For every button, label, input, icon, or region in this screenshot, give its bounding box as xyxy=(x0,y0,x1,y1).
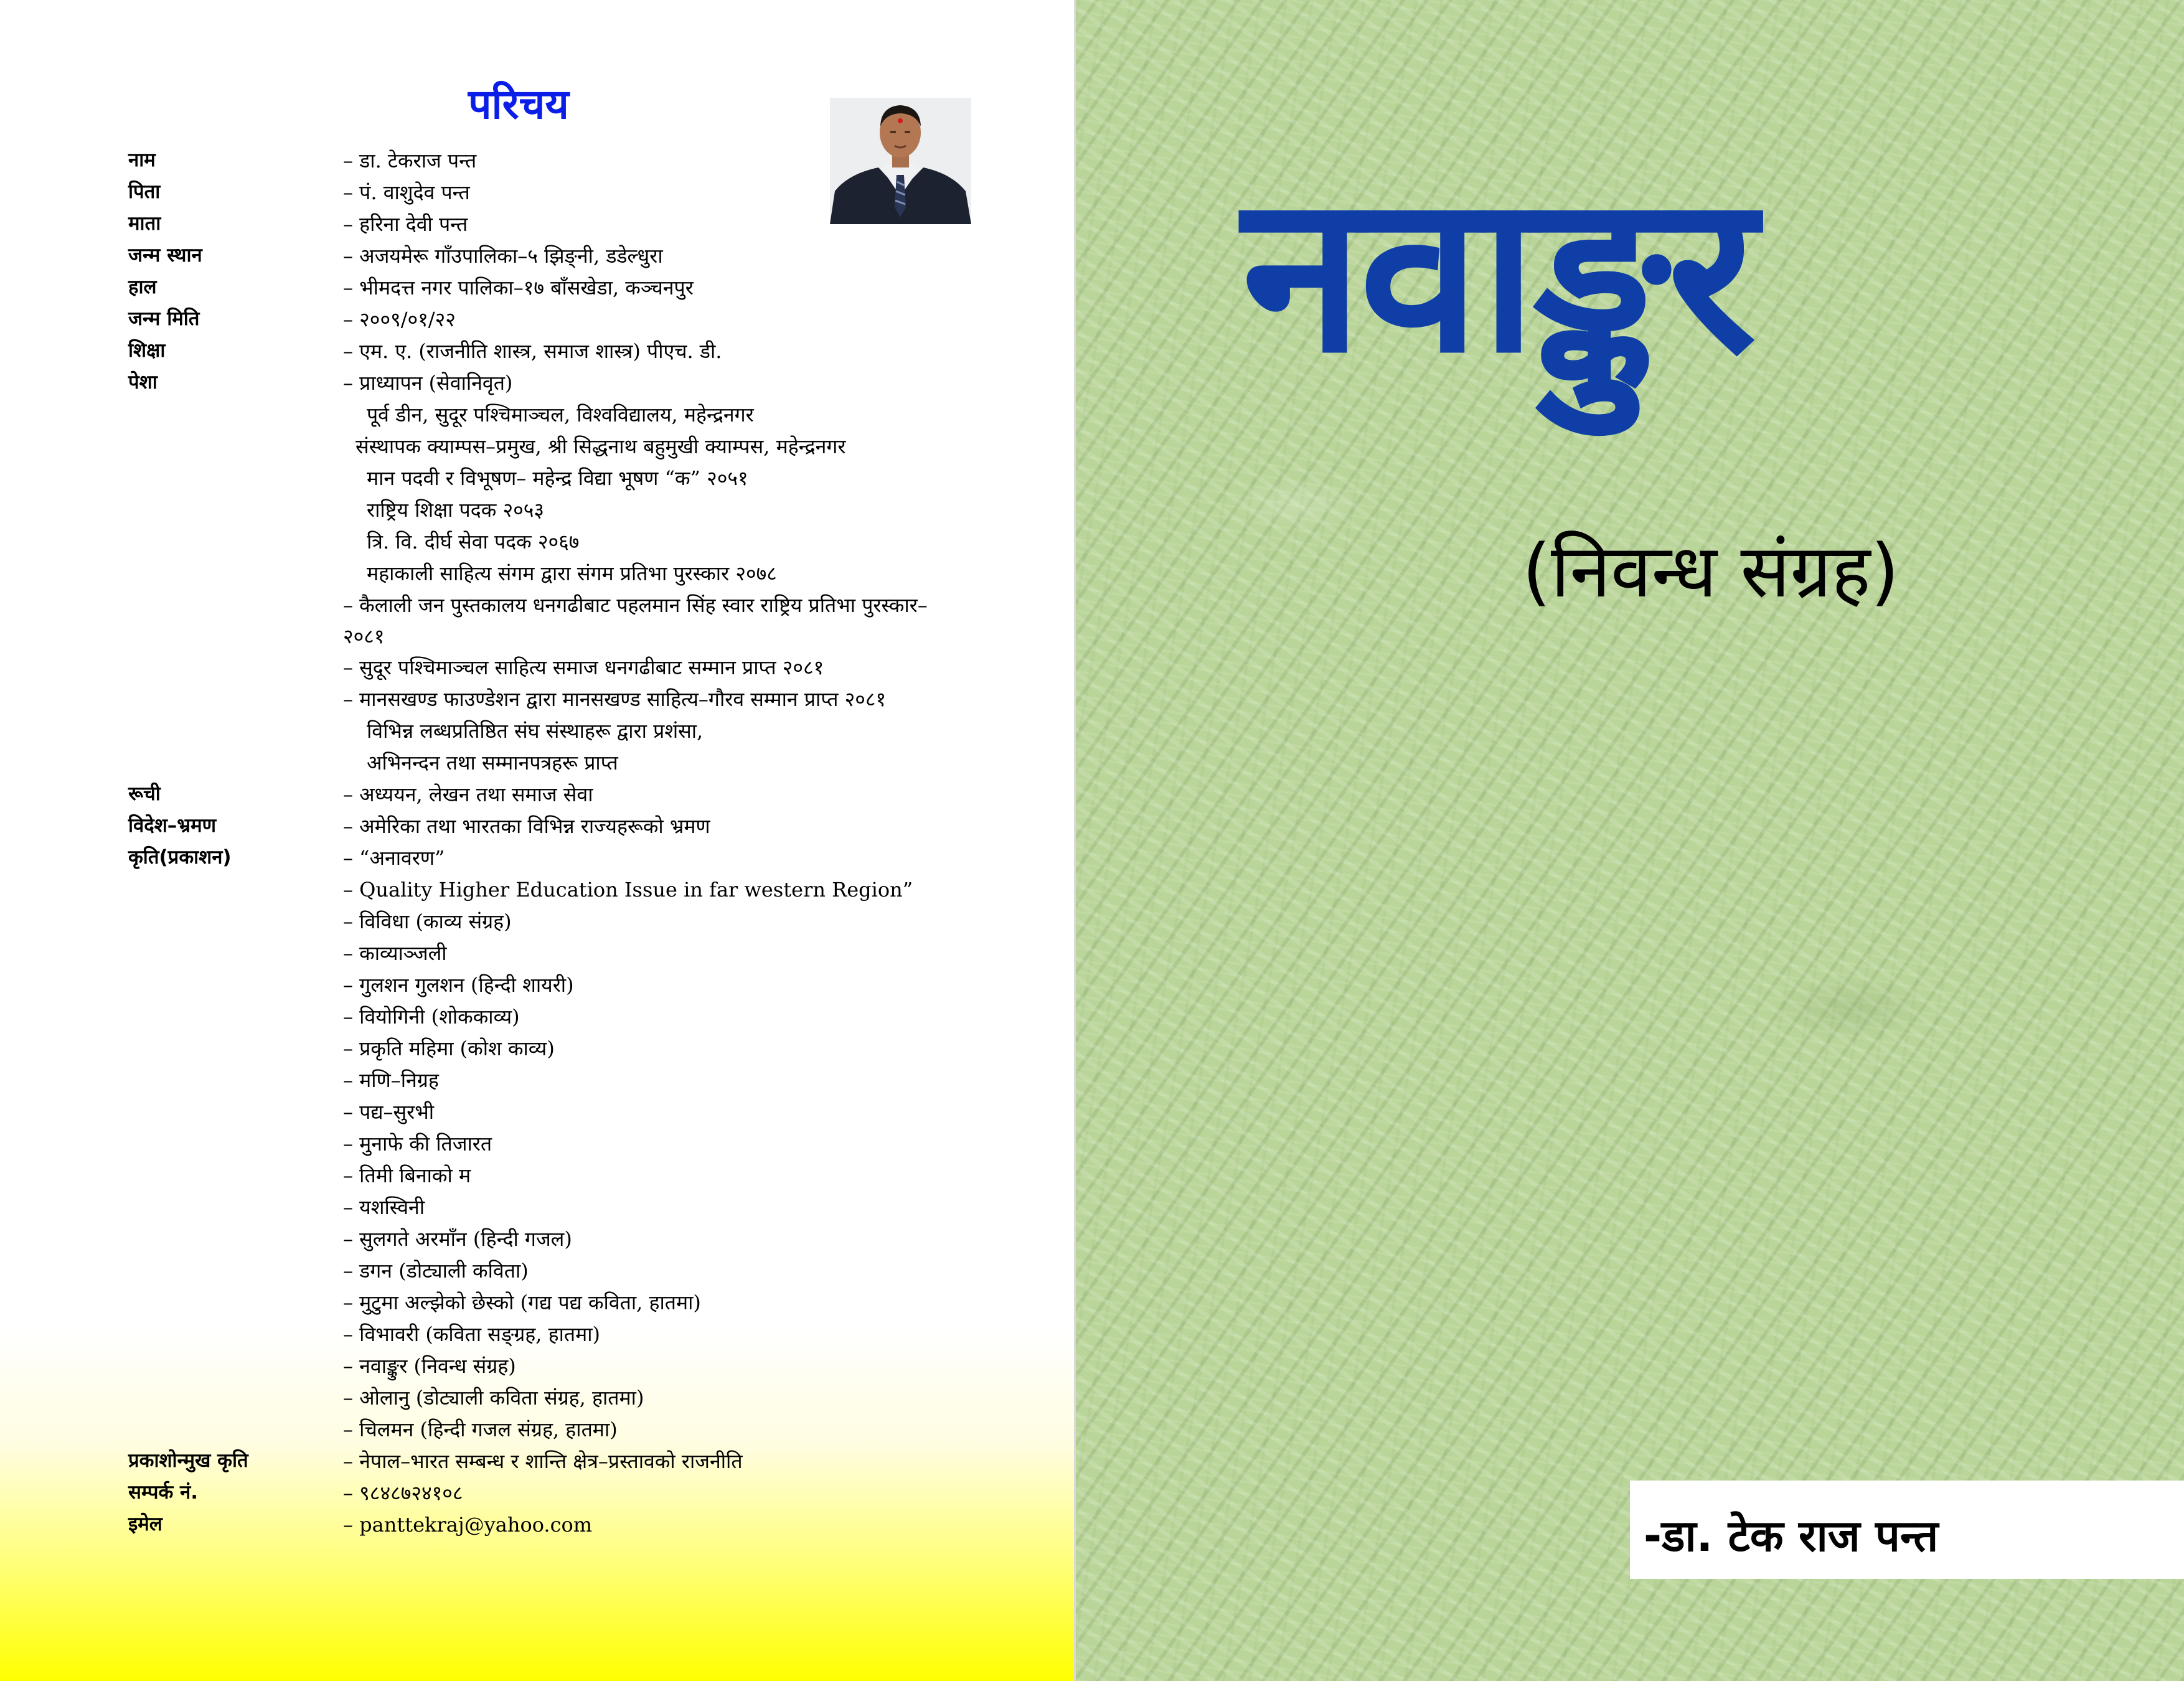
bio-value: – मुनाफे की तिजारत xyxy=(343,1132,492,1156)
bio-row-publication xyxy=(128,1192,975,1223)
bio-row-foreign-travel xyxy=(128,811,975,842)
bio-label: इमेल xyxy=(128,1513,162,1535)
bio-label: विदेश–भ्रमण xyxy=(128,814,217,837)
bio-row-publication xyxy=(128,1319,975,1350)
bio-label: कृति(प्रकाशन) xyxy=(128,846,232,869)
bio-row-award xyxy=(128,652,975,684)
bio-value: त्रि. वि. दीर्घ सेवा पदक २०६७ xyxy=(367,530,580,553)
bio-row-publication xyxy=(128,1128,975,1160)
bio-label: पिता xyxy=(128,181,161,203)
bio-value: संस्थापक क्याम्पस–प्रमुख, श्री सिद्धनाथ बहुमुखी क्याम्पस, महेन्द्रनगर xyxy=(355,435,846,458)
bio-row-forthcoming-work xyxy=(128,1446,975,1477)
bio-row-profession-detail xyxy=(128,399,975,431)
bio-value: – २००९/०१/२२ xyxy=(343,308,456,331)
bio-row-publication xyxy=(128,1001,975,1033)
bio-value: – सुदूर पश्चिमाञ्चल साहित्य समाज धनगढीबाट सम्मान प्राप्त २०८१ xyxy=(343,656,824,679)
author-name-box xyxy=(1630,1481,2184,1579)
bio-row-publication xyxy=(128,1223,975,1255)
bio-row-contact-number xyxy=(128,1477,975,1509)
bio-value: – गुलशन गुलशन (हिन्दी शायरी) xyxy=(343,973,574,997)
bio-value: – विविधा (काव्य संग्रह) xyxy=(343,910,512,933)
bio-row-mother xyxy=(128,209,975,240)
author-name: -डा. टेक राज पन्त xyxy=(1644,1510,1939,1561)
bio-row-publication xyxy=(128,1065,975,1096)
bio-label: सम्पर्क नं. xyxy=(128,1481,199,1504)
bio-row-profession-detail xyxy=(128,558,975,590)
bio-value: – पद्य–सुरभी xyxy=(343,1100,435,1124)
bio-row-award xyxy=(128,684,975,715)
bio-value: – पं. वाशुदेव पन्त xyxy=(343,181,470,204)
bio-value: – अजयमेरू गाँउपालिका–५ झिङ्नी, डडेल्धुरा xyxy=(343,244,663,268)
front-cover xyxy=(1074,0,2184,1681)
bio-value: – कैलाली जन पुस्तकालय धनगढीबाट पहलमान सिंह स्वार राष्ट्रिय प्रतिभा पुरस्कार–२०८१ xyxy=(343,593,928,648)
bio-value: – ओलानु (डोट्याली कविता संग्रह, हातमा) xyxy=(343,1386,644,1410)
bio-value: – नेपाल–भारत सम्बन्ध र शान्ति क्षेत्र–प्रस्तावको राजनीति xyxy=(343,1449,743,1473)
bio-value: – प्रकृति महिमा (कोश काव्य) xyxy=(343,1037,555,1060)
bio-value: – हरिना देवी पन्त xyxy=(343,212,468,236)
bio-value: – एम. ए. (राजनीति शास्त्र, समाज शास्त्र) पीएच. डी. xyxy=(343,339,722,363)
bio-row-email xyxy=(128,1509,975,1541)
bio-value: – विभावरी (कविता सङ्ग्रह, हातमा) xyxy=(343,1322,601,1346)
bio-row-publication xyxy=(128,969,975,1001)
bio-row-profession-detail xyxy=(128,463,975,494)
bio-value: विभिन्न लब्धप्रतिष्ठित संघ संस्थाहरू द्वारा प्रशंसा, xyxy=(367,719,704,743)
bio-label: हाल xyxy=(128,276,157,298)
bio-value: – तिमी बिनाको म xyxy=(343,1164,471,1187)
bio-value: – वियोगिनी (शोककाव्य) xyxy=(343,1005,520,1029)
bio-row-award xyxy=(128,590,975,652)
bio-value: – चिलमन (हिन्दी गजल संग्रह, हातमा) xyxy=(343,1418,618,1441)
bio-row-interest xyxy=(128,779,975,811)
bio-row-publication xyxy=(128,1033,975,1065)
bio-row-birthdate xyxy=(128,304,975,336)
bio-row-publication xyxy=(128,1414,975,1446)
bio-value: – अध्ययन, लेखन तथा समाज सेवा xyxy=(343,783,593,806)
bio-row-publication xyxy=(128,938,975,969)
bio-value: – अमेरिका तथा भारतका विभिन्न राज्यहरूको भ्रमण xyxy=(343,814,710,838)
bio-row-father xyxy=(128,177,975,209)
bio-value: – सुलगते अरमाँन (हिन्दी गजल) xyxy=(343,1227,572,1251)
bio-row-birthplace xyxy=(128,240,975,272)
bio-row-name xyxy=(128,145,975,177)
bio-row-publication xyxy=(128,906,975,938)
bio-value: – डगन (डोट्याली कविता) xyxy=(343,1259,529,1283)
bio-label: शिक्षा xyxy=(128,339,166,362)
bio-label: जन्म मिति xyxy=(128,308,200,330)
bio-row-publication xyxy=(128,1350,975,1382)
bio-value: – “अनावरण” xyxy=(343,846,445,870)
back-cover xyxy=(0,0,1074,1681)
bio-value: महाकाली साहित्य संगम द्वारा संगम प्रतिभा पुरस्कार २०७८ xyxy=(367,562,777,585)
bio-value: मान पदवी र विभूषण– महेन्द्र विद्या भूषण “क” २०५१ xyxy=(367,466,748,490)
bio-row-profession xyxy=(128,367,975,399)
bio-value: – नवाङ्कुर (निवन्ध संग्रह) xyxy=(343,1354,516,1378)
bio-label: प्रकाशोन्मुख कृति xyxy=(128,1449,248,1472)
bio-value: पूर्व डीन, सुदूर पश्चिमाञ्चल, विश्वविद्यालय, महेन्द्रनगर xyxy=(367,403,754,426)
bio-row-publication xyxy=(128,1382,975,1414)
bio-label: जन्म स्थान xyxy=(128,244,202,266)
bio-value: – काव्याञ्जली xyxy=(343,941,447,965)
bio-row-publication xyxy=(128,1287,975,1319)
bio-value: अभिनन्दन तथा सम्मानपत्रहरू प्राप्त xyxy=(367,751,618,775)
bio-row-publication xyxy=(128,1255,975,1287)
bio-label: माता xyxy=(128,212,161,235)
bio-row-profession-detail xyxy=(128,494,975,526)
bio-value: – मुटुमा अल्झेको छेस्को (गद्य पद्य कविता, हातमा) xyxy=(343,1291,701,1314)
book-subtitle: (निवन्ध संग्रह) xyxy=(1522,528,1899,614)
bio-row-publication xyxy=(128,1096,975,1128)
biography-list xyxy=(128,145,975,1541)
bio-row-publications xyxy=(128,842,975,874)
bio-row-current-address xyxy=(128,272,975,304)
intro-heading: परिचय xyxy=(468,80,569,128)
book-title: नवाङ्कुर xyxy=(1242,147,1753,401)
bio-value: – प्राध्यापन (सेवानिवृत) xyxy=(343,371,513,395)
spine-divider xyxy=(1074,0,1076,1681)
bio-value: – डा. टेकराज पन्त xyxy=(343,149,477,172)
bio-value: – मानसखण्ड फाउण्डेशन द्वारा मानसखण्ड साहित्य–गौरव सम्मान प्राप्त २०८१ xyxy=(343,687,887,711)
bio-value: – panttekraj@yahoo.com xyxy=(343,1513,593,1537)
bio-row-profession-detail xyxy=(128,526,975,558)
bio-label: पेशा xyxy=(128,371,158,393)
bio-value: – Quality Higher Education Issue in far western Region” xyxy=(343,878,913,902)
bio-value: – भीमदत्त नगर पालिका–१७ बाँसखेडा, कञ्चनपुर xyxy=(343,276,694,299)
bio-value: – मणि–निग्रह xyxy=(343,1068,439,1092)
bio-row-award xyxy=(128,715,975,747)
bio-label: नाम xyxy=(128,149,156,171)
bio-row-award xyxy=(128,747,975,779)
bio-row-publication xyxy=(128,874,975,906)
bio-row-profession-detail xyxy=(128,431,975,463)
bio-label: रूची xyxy=(128,783,161,805)
bio-value: राष्ट्रिय शिक्षा पदक २०५३ xyxy=(367,498,545,522)
bio-row-publication xyxy=(128,1160,975,1192)
bio-value: – ९८४८७२४१०८ xyxy=(343,1481,463,1505)
bio-value: – यशस्विनी xyxy=(343,1195,425,1219)
bio-row-education xyxy=(128,336,975,367)
